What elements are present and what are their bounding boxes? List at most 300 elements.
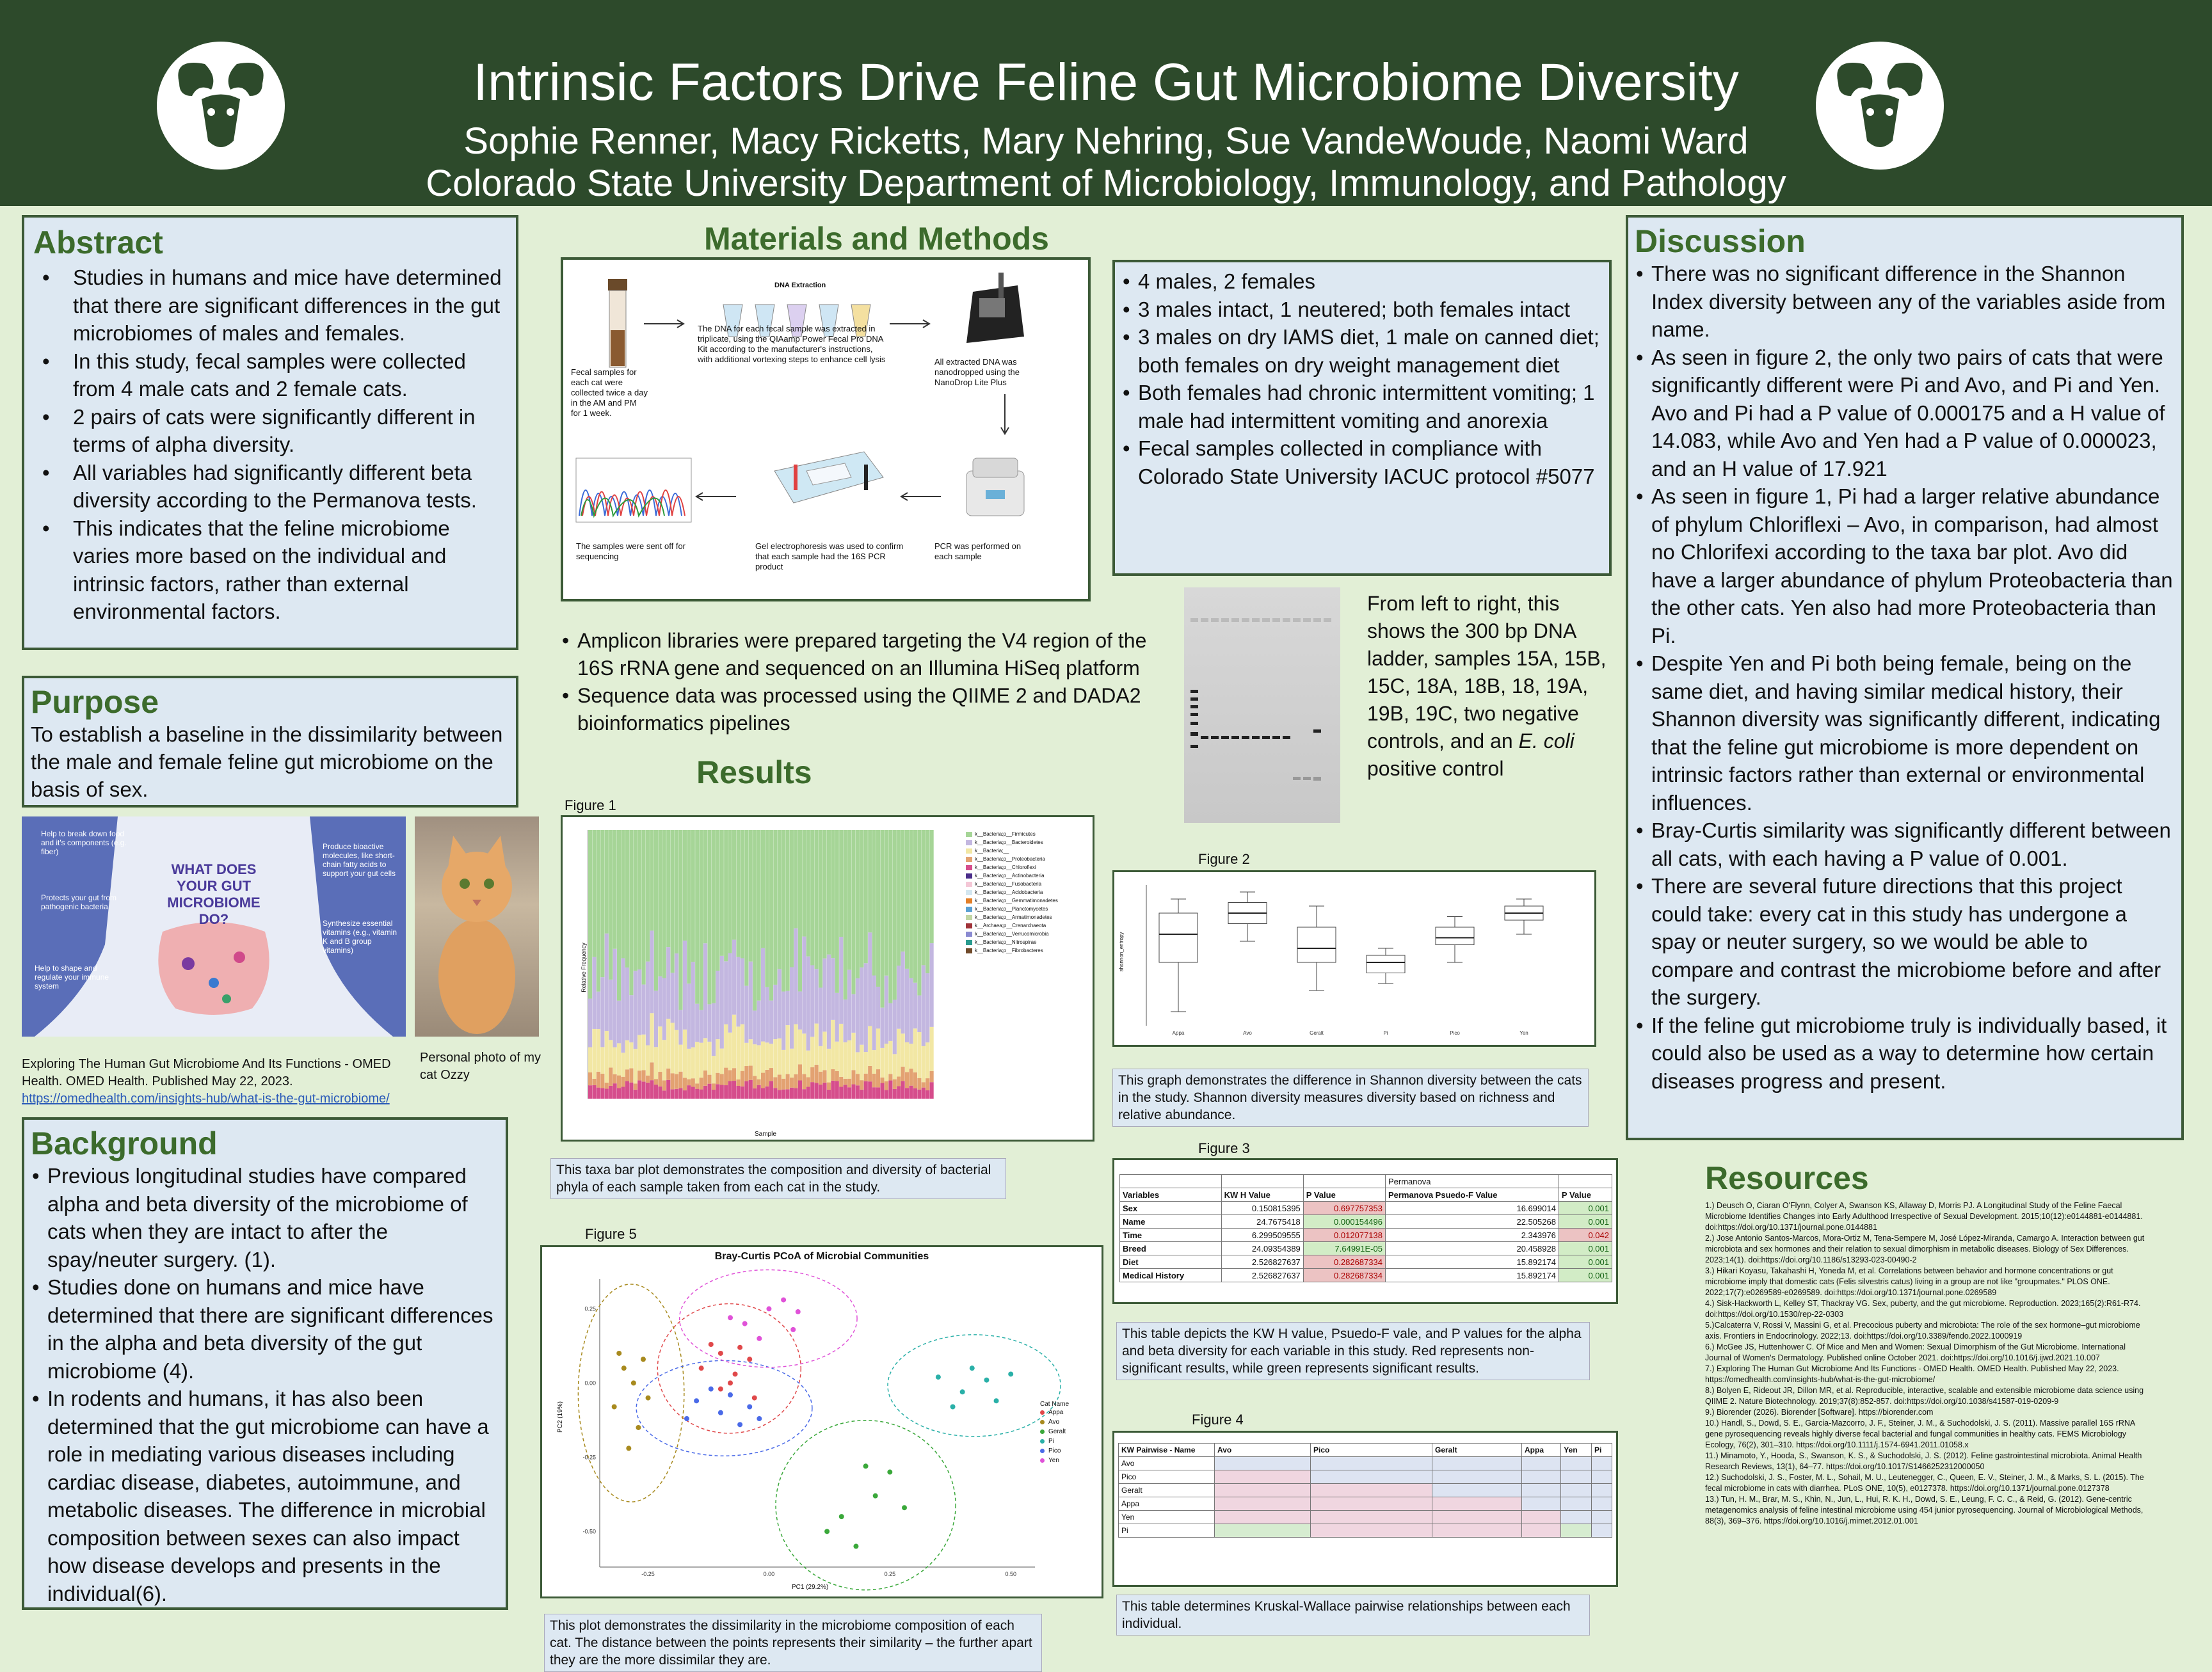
taxa-bar-segment <box>786 991 790 1025</box>
taxa-bar-segment <box>728 830 732 953</box>
arrow-down-icon <box>998 394 1011 439</box>
taxa-bar-segment <box>868 830 872 932</box>
point-pico <box>709 1387 714 1392</box>
taxa-bar-segment <box>592 1079 596 1085</box>
taxa-bar-segment <box>749 830 753 962</box>
taxa-bar-segment <box>815 1083 819 1099</box>
table-row: Time 6.299509555 0.012077138 2.343976 0.042 <box>1120 1229 1612 1242</box>
taxa-bar-segment <box>621 1053 625 1077</box>
taxa-bar-segment <box>600 1047 604 1074</box>
taxa-bar-segment <box>847 1087 851 1099</box>
legend-item: k__Bacteria;p__Verrucomicrobia <box>966 930 1058 938</box>
list-item: • Studies done on humans and mice have determined that there are significant differences in the alpha and beta diversity of the gut microbiome (4). <box>31 1273 499 1385</box>
table-row: Appa <box>1119 1497 1612 1511</box>
taxa-bar-segment <box>781 1050 785 1079</box>
tick-label: -0.25 <box>582 1454 596 1461</box>
taxa-bar-segment <box>930 830 934 943</box>
taxa-bar-segment <box>662 978 666 1040</box>
taxa-bar-segment <box>625 967 629 1040</box>
taxa-bar-segment <box>909 978 913 1044</box>
figure-2-shannon-boxplot <box>1112 870 1596 1047</box>
taxa-bar-segment <box>687 830 691 983</box>
taxa-bar-segment <box>634 830 637 971</box>
infographic-heading: WHAT DOES YOUR GUT MICROBIOME DO? <box>167 861 260 927</box>
taxa-bar-segment <box>695 1089 699 1099</box>
point-geralt <box>839 1514 844 1519</box>
list-item: • In this study, fecal samples were collected from 4 male cats and 2 female cats. <box>33 347 507 403</box>
taxa-bar-segment <box>642 1070 646 1081</box>
legend-item: k__Bacteria;p__Proteobacteria <box>966 855 1058 863</box>
taxa-bar-segment <box>613 1083 617 1099</box>
list-item: • Fecal samples collected in compliance with Colorado State University IACUC protocol #5077 <box>1121 434 1603 490</box>
taxa-bar-segment <box>728 1070 732 1081</box>
taxa-bar-segment <box>872 1050 876 1074</box>
taxa-bar-segment <box>732 1081 736 1099</box>
taxa-bar-segment <box>761 948 765 1042</box>
taxa-bar-segment <box>629 995 633 1042</box>
taxa-bar-segment <box>741 958 744 1024</box>
taxa-bar-segment <box>897 966 901 1029</box>
taxa-bar-segment <box>926 1078 929 1090</box>
background-list <box>31 1162 499 1607</box>
list-item: 8.) Bolyen E, Rideout JR, Dillon MR, et al. Reproducible, interactive, scalable and extensible microbiome data science using QIIME 2. Nature Biotechnology. 2019;37(8):852-857. doi:https://doi.org/10.1038/s41587-019-0209-9 <box>1705 1386 2144 1406</box>
arrow-left-icon <box>896 490 941 503</box>
legend-item: Yen <box>1040 1456 1069 1465</box>
step-text: The DNA for each fecal sample was extracted in triplicate, using the QIAamp Power Fecal Pro DNA Kit according to the manufacturer's instructions, with additional vortexing steps to enhance cell lysis <box>698 324 886 364</box>
table-row: Diet 2.526827637 0.282687334 15.892174 0.001 <box>1120 1255 1612 1269</box>
tick-label: 0.00 <box>584 1380 596 1387</box>
taxa-bar-segment <box>646 1076 650 1083</box>
taxa-bar-segment <box>588 1085 592 1099</box>
point-avo <box>646 1396 651 1401</box>
taxa-bar-segment <box>597 992 600 1029</box>
taxa-bar-segment <box>819 1072 822 1085</box>
list-item: • In rodents and humans, it has also been determined that the gut microbiome can have a role in mediating various diseases including cardiac disease, diabetes, autoimmune, and metabolic diseases. The difference in microbial composition between sexes can also impact how disease develops and presents in the individual(6). <box>31 1385 499 1607</box>
taxa-bar-segment <box>897 830 901 966</box>
taxa-bar-segment <box>822 1070 826 1082</box>
point-geralt <box>863 1463 869 1469</box>
taxa-bar-segment <box>588 999 592 1047</box>
taxa-bar-segment <box>629 830 633 995</box>
list-item: • This indicates that the feline microbiome varies more based on the individual and intrinsic factors, rather than external environmental factors. <box>33 514 507 626</box>
taxa-bar-segment <box>658 976 662 1026</box>
taxa-bar-segment <box>781 830 785 992</box>
taxa-bar-segment <box>765 1087 769 1099</box>
infographic-note: Help to shape and regulate your immune system <box>35 964 109 991</box>
taxa-bar-segment <box>922 965 926 1046</box>
taxa-bar-segment <box>600 830 604 977</box>
legend-item: k__Bacteria;p__Gemmatimonadetes <box>966 896 1058 905</box>
table-row: Medical History 2.526827637 0.282687334 15.892174 0.001 <box>1120 1269 1612 1282</box>
taxa-bar-segment <box>773 1077 777 1088</box>
taxa-bar-segment <box>773 830 777 985</box>
taxa-bar-segment <box>683 1030 687 1078</box>
taxa-bar-segment <box>786 1025 790 1074</box>
point-pi <box>950 1404 956 1409</box>
taxa-bar-segment <box>901 951 905 1033</box>
taxa-bar-segment <box>794 928 797 1024</box>
background-section <box>22 1117 508 1610</box>
taxa-bar-segment <box>868 1066 872 1081</box>
list-item: 9.) Biorender (2026). Biorender [Software]. https://biorender.com <box>1705 1408 1934 1417</box>
tick-label: Appa <box>1172 1030 1185 1036</box>
taxa-bar-segment <box>876 1069 880 1087</box>
taxa-bar-segment <box>872 975 876 1050</box>
box-pico <box>1436 917 1474 963</box>
legend-item: Geralt <box>1040 1427 1069 1437</box>
taxa-bar-segment <box>744 986 748 1043</box>
poster-header <box>0 0 2212 206</box>
taxa-bar-segment <box>658 1072 662 1087</box>
taxa-bar-segment <box>757 1085 761 1099</box>
taxa-bar-segment <box>658 1026 662 1072</box>
point-appa <box>718 1351 723 1356</box>
taxa-bar-segment <box>844 1042 847 1079</box>
taxa-bar-segment <box>860 1080 863 1090</box>
results-title: Results <box>696 754 812 790</box>
taxa-bar-segment <box>683 830 687 941</box>
taxa-bar-segment <box>617 830 621 1001</box>
point-avo <box>631 1380 636 1385</box>
taxa-bar-segment <box>806 1051 810 1078</box>
infographic-note: Produce bioactive molecules, like short-chain fatty acids to support your gut cells <box>323 842 396 878</box>
taxa-bar-segment <box>629 1069 633 1083</box>
table-row: Avo <box>1119 1457 1612 1470</box>
box-geralt <box>1297 906 1336 991</box>
infographic-note: Protects your gut from pathogenic bacteria <box>41 893 117 911</box>
list-item: • All variables had significantly different beta diversity according to the Permanova tests. <box>33 459 507 514</box>
figure-5-label: Figure 5 <box>585 1226 637 1242</box>
taxa-bar-segment <box>716 1039 719 1073</box>
taxa-bar-segment <box>720 1049 724 1074</box>
taxa-bar-segment <box>650 830 653 930</box>
taxa-bar-segment <box>893 999 897 1054</box>
taxa-bar-segment <box>926 1090 929 1099</box>
taxa-bar-segment <box>662 830 666 978</box>
list-item: • There are several future directions that this project could take: every cat in this study has undergone a spay or neuter surgery, so we would be able to compare and contrast the microbiome before and after the surgery. <box>1635 872 2175 1012</box>
taxa-bar-segment <box>625 1040 629 1069</box>
taxa-bar-segment <box>905 969 909 1042</box>
taxa-bar-segment <box>592 1029 596 1079</box>
taxa-bar-segment <box>671 1023 675 1073</box>
taxa-bar-segment <box>880 1008 884 1048</box>
taxa-bar-segment <box>909 1044 913 1069</box>
taxa-bar-segment <box>613 830 617 949</box>
taxa-bar-segment <box>613 1047 617 1074</box>
taxa-bar-segment <box>712 1003 716 1056</box>
figure-1-label: Figure 1 <box>565 797 616 813</box>
taxa-bar-segment <box>773 1088 777 1099</box>
taxa-bar-segment <box>741 1087 744 1099</box>
taxa-bar-segment <box>629 1083 633 1099</box>
taxa-bar-segment <box>856 1085 860 1099</box>
taxa-bar-segment <box>700 1043 703 1078</box>
ram-head-icon <box>1813 38 1947 173</box>
arrow-left-icon <box>691 490 736 503</box>
figure-5-caption: This plot demonstrates the dissimilarity in the microbiome composition of each cat. The distance between the points represents their similarity – the further apart they are the more dissimilar they are. <box>544 1614 1042 1672</box>
taxa-bar-segment <box>732 940 736 1015</box>
taxa-bar-segment <box>707 1042 711 1075</box>
list-item: • If the feline gut microbiome truly is individually based, it could also be used as a way to determine how certain diseases progress and present. <box>1635 1012 2175 1095</box>
taxa-bar-segment <box>662 1040 666 1080</box>
taxa-bar-segment <box>724 1024 728 1068</box>
methods-bullets <box>561 627 1162 737</box>
taxa-bar-segment <box>712 1056 716 1083</box>
taxa-bar-segment <box>728 953 732 1033</box>
taxa-bar-segment <box>650 1062 653 1080</box>
taxa-bar-segment <box>761 1088 765 1099</box>
list-item: 6.) McGee JS, Huttenhower C. Of Mice and Men and Women: Sexual Dimorphism of the Gut Microbiome. International Journal of Women's Dermatology. Published online October 2021. doi:https://doi.org/10.1016/j.ijwd.2021.10.007 <box>1705 1342 2126 1362</box>
list-item: • Studies in humans and mice have determined that there are significant differences in the gut microbiomes of males and females. <box>33 264 507 347</box>
taxa-bar-segment <box>888 830 892 1003</box>
taxa-bar-segment <box>872 1087 876 1099</box>
list-item: 12.) Suchodolski, J. S., Foster, M. L., Sohail, M. U., Leutenegger, C., Queen, E. V., Steiner, J. M., & Marks, S. L. (2015). The fecal microbiome in cats with diarrhea. PLoS ONE, 10(5), e0127378. https://doi.org/10.1371/journal.pone.0127378 <box>1705 1473 2144 1493</box>
taxa-bar-segment <box>847 970 851 1040</box>
taxa-bar-segment <box>913 1072 917 1088</box>
taxa-bar-segment <box>827 1049 831 1083</box>
abstract-title: Abstract <box>33 225 163 260</box>
point-pi <box>1008 1371 1013 1376</box>
taxa-bar-segment <box>600 1088 604 1099</box>
ellipse-avo <box>578 1284 684 1502</box>
pcr-machine-icon <box>960 452 1030 522</box>
taxa-bar-segment <box>621 830 625 958</box>
point-geralt <box>824 1529 830 1534</box>
list-item: • As seen in figure 1, Pi had a larger relative abundance of phylum Chloriflexi – Avo, in comparison, had almost no Chlorifexi according to the taxa bar plot. Avo did have a larger abundance of phylum Proteobacteria than the other cats. Yen also had more Proteobacteria than Pi. <box>1635 482 2175 649</box>
tick-label: Yen <box>1519 1030 1528 1036</box>
taxa-bar-segment <box>744 1043 748 1066</box>
taxa-bar-segment <box>613 1074 617 1083</box>
taxa-bar-segment <box>819 830 822 988</box>
taxa-bar-segment <box>839 937 843 1024</box>
taxa-bar-segment <box>781 1090 785 1099</box>
taxa-bar-segment <box>707 1004 711 1042</box>
taxa-bar-segment <box>597 830 600 992</box>
taxa-bar-segment <box>646 830 650 962</box>
figure-2-label: Figure 2 <box>1198 851 1250 867</box>
taxa-bar-segment <box>675 953 678 1030</box>
point-pi <box>970 1365 975 1371</box>
legend-item: k__Bacteria;p__Firmicutes <box>966 830 1058 838</box>
taxa-bar-segment <box>646 962 650 1046</box>
taxa-bar-segment <box>860 967 863 1045</box>
abstract-list <box>33 264 507 626</box>
taxa-bar-segment <box>810 1037 814 1067</box>
taxa-bar-segment <box>724 1068 728 1085</box>
taxa-bar-segment <box>851 1085 855 1099</box>
taxa-bar-segment <box>847 1040 851 1079</box>
taxa-bar-segment <box>897 1029 901 1077</box>
taxa-bar-segment <box>678 1072 682 1088</box>
taxa-bar-segment <box>671 1089 675 1099</box>
taxa-bar-segment <box>761 830 765 948</box>
taxa-bar-segment <box>691 1047 695 1079</box>
taxa-bar-segment <box>893 1089 897 1099</box>
list-item: 13.) Tun, H. M., Brar, M. S., Khin, N., Jun, L., Hui, R. K. H., Dowd, S. E., Leung, F. C. C., & Reid, G. (2012). Gene-centric metagenomics analysis of feline intestinal microbiome using 454 junior pyrosequencing. Journal of Microbiological Methods, 88(3), 369–376. https://doi.org/10.1016/j.mimet.2012.01.001 <box>1705 1495 2144 1525</box>
taxa-bar-segment <box>621 1077 625 1087</box>
taxa-bar-segment <box>678 1010 682 1044</box>
step-text: The samples were sent off for sequencing <box>576 541 686 561</box>
taxa-bar-segment <box>893 1054 897 1079</box>
taxa-bar-segment <box>860 1090 863 1099</box>
taxa-bar-segment <box>810 830 814 965</box>
taxa-bar-segment <box>868 1081 872 1099</box>
taxa-bar-segment <box>790 1078 794 1088</box>
figure-3-caption: This table depicts the KW H value, Psuedo-F vale, and P values for the alpha and beta diversity for each variable in this study. Red represents non-significant results, while green represents significant results. <box>1116 1322 1590 1380</box>
tick-label: -0.25 <box>641 1571 655 1577</box>
taxa-bar-segment <box>691 830 695 962</box>
discussion-section <box>1626 215 2184 1140</box>
taxa-bar-segment <box>794 830 797 928</box>
point-appa <box>733 1371 738 1376</box>
taxa-bar-segment <box>753 1010 757 1044</box>
taxa-bar-segment <box>822 1031 826 1070</box>
taxa-bar-segment <box>720 1085 724 1099</box>
taxa-bar-segment <box>880 1048 884 1078</box>
taxa-bar-segment <box>922 1082 926 1087</box>
taxa-bar-segment <box>642 830 646 985</box>
nanodrop-icon <box>960 273 1030 349</box>
taxa-bar-segment <box>741 830 744 958</box>
taxa-bar-segment <box>930 1082 934 1099</box>
taxa-bar-segment <box>851 994 855 1033</box>
legend-item: k__Bacteria;p__Acidobacteria <box>966 888 1058 896</box>
table-row: Pico <box>1119 1470 1612 1484</box>
point-appa <box>747 1357 752 1362</box>
taxa-bar-segment <box>856 1052 860 1074</box>
taxa-bar-segment <box>880 1083 884 1099</box>
taxa-bar-segment <box>744 830 748 986</box>
fig2-boxes <box>1134 879 1582 1039</box>
fig1-legend <box>966 830 1058 955</box>
taxa-bar-segment <box>642 1035 646 1071</box>
taxa-bar-segment <box>675 1089 678 1099</box>
taxa-bar-segment <box>802 830 806 937</box>
cat-photo <box>415 816 539 1037</box>
taxa-bar-segment <box>888 1081 892 1099</box>
ellipse-geralt <box>776 1421 956 1590</box>
purpose-title: Purpose <box>31 684 159 720</box>
taxa-bar-segment <box>625 1081 629 1099</box>
taxa-bar-segment <box>905 1088 909 1099</box>
taxa-bar-segment <box>880 830 884 1008</box>
taxa-bar-segment <box>671 830 675 973</box>
point-pi <box>994 1398 999 1403</box>
taxa-bar-segment <box>666 1080 670 1099</box>
taxa-bar-segment <box>736 957 740 1027</box>
box-pi <box>1366 948 1405 983</box>
taxa-bar-segment <box>732 1068 736 1081</box>
figure-4-table: KW Pairwise - Name Avo Pico Geralt Appa Yen Pi Avo Pico Geralt Appa Yen Pi <box>1112 1431 1618 1587</box>
infographic-caption: Exploring The Human Gut Microbiome And Its Functions - OMED Health. OMED Health. Published May 22, 2023. https://omedhealth.com/insights-hub/what-is-the-gut-microbiome/ <box>22 1057 391 1106</box>
taxa-bar-segment <box>913 1088 917 1099</box>
taxa-bar-segment <box>592 957 596 1029</box>
resources-list <box>1705 1200 2153 1527</box>
taxa-bar-segment <box>888 1074 892 1080</box>
taxa-bar-segment <box>839 1077 843 1087</box>
taxa-bar-segment <box>637 1035 641 1071</box>
taxa-bar-segment <box>815 969 819 1023</box>
taxa-bar-segment <box>753 1076 757 1088</box>
taxa-bar-segment <box>749 1080 753 1099</box>
purpose-section <box>22 676 518 808</box>
taxa-bar-segment <box>815 830 819 969</box>
taxa-bar-segment <box>617 1043 621 1075</box>
taxa-bar-segment <box>922 830 926 965</box>
taxa-bar-segment <box>600 977 604 1047</box>
taxa-bar-segment <box>769 1001 773 1044</box>
taxa-bar-segment <box>922 1046 926 1082</box>
legend-item: Pi <box>1040 1437 1069 1446</box>
taxa-bar-segment <box>786 830 790 991</box>
taxa-bar-segment <box>749 962 753 1039</box>
legend-item: k__Bacteria;p__Fusobacteria <box>966 880 1058 888</box>
poster-authors: Sophie Renner, Macy Ricketts, Mary Nehring, Sue VandeWoude, Naomi Ward <box>463 120 1749 162</box>
taxa-bar-segment <box>597 1029 600 1072</box>
taxa-bar-segment <box>885 1044 888 1081</box>
point-pico <box>718 1410 723 1415</box>
taxa-bar-segment <box>749 1066 753 1080</box>
taxa-bar-segment <box>629 1042 633 1068</box>
taxa-bar-segment <box>901 1033 905 1067</box>
taxa-bar-segment <box>901 830 905 951</box>
figure-2-caption: This graph demonstrates the difference in Shannon diversity between the cats in the study. Shannon diversity measures diversity based on richness and relative abundance. <box>1112 1069 1589 1127</box>
taxa-bar-segment <box>835 993 839 1042</box>
taxa-bar-segment <box>909 1086 913 1099</box>
tick-label: -0.50 <box>582 1528 596 1535</box>
taxa-bar-segment <box>856 1074 860 1085</box>
taxa-bar-segment <box>716 1073 719 1085</box>
point-yen <box>790 1327 796 1332</box>
taxa-bar-segment <box>720 830 724 956</box>
taxa-bar-segment <box>773 985 777 1039</box>
taxa-bar-segment <box>744 1081 748 1099</box>
taxa-bar-segment <box>913 983 917 1029</box>
taxa-bar-segment <box>724 830 728 961</box>
point-geralt <box>902 1505 907 1510</box>
taxa-bar-segment <box>617 1076 621 1088</box>
taxa-bar-segment <box>637 1080 641 1099</box>
infographic-link[interactable]: https://omedhealth.com/insights-hub/what-is-the-gut-microbiome/ <box>22 1092 390 1106</box>
taxa-bar-segment <box>864 1052 868 1074</box>
taxa-bar-segment <box>757 830 761 1001</box>
taxa-bar-segment <box>872 830 876 975</box>
taxa-bar-segment <box>716 830 719 971</box>
taxa-bar-segment <box>761 1042 765 1073</box>
taxa-bar-segment <box>695 1042 699 1083</box>
point-pico <box>757 1416 762 1421</box>
taxa-bar-segment <box>926 830 929 973</box>
taxa-bar-segment <box>642 985 646 1035</box>
taxa-bar-segment <box>757 1079 761 1085</box>
taxa-bar-segment <box>798 830 802 991</box>
gel-electrophoresis-icon <box>768 445 890 522</box>
fig5-ylabel: PC2 (19%) <box>556 1401 564 1433</box>
tick-label: Geralt <box>1310 1030 1324 1036</box>
taxa-bar-segment <box>662 1080 666 1090</box>
figure-4-caption: This table determines Kruskal-Wallace pairwise relationships between each individual. <box>1116 1595 1590 1636</box>
taxa-bar-segment <box>876 1087 880 1099</box>
point-avo <box>641 1357 646 1362</box>
taxa-bar-segment <box>621 958 625 1053</box>
list-item: 1.) Deusch O, Ciaran O'Flynn, Colyer A, Swanson KS, Allaway D, Morris PJ. A Longitudinal Study of the Feline Faecal Microbiome Identifies Changes into Early Adulthood Irrespective of Sexual Development. 2015;10(12):e0144881-e0144881. doi:https://doi.org/10.1371/journal.pone.0144881 <box>1705 1201 2143 1232</box>
taxa-bar-segment <box>609 1067 613 1085</box>
taxa-bar-segment <box>642 1081 646 1099</box>
taxa-bar-segment <box>835 830 839 993</box>
point-avo <box>621 1365 627 1371</box>
taxa-bar-segment <box>790 1088 794 1099</box>
taxa-bar-segment <box>666 947 670 1019</box>
